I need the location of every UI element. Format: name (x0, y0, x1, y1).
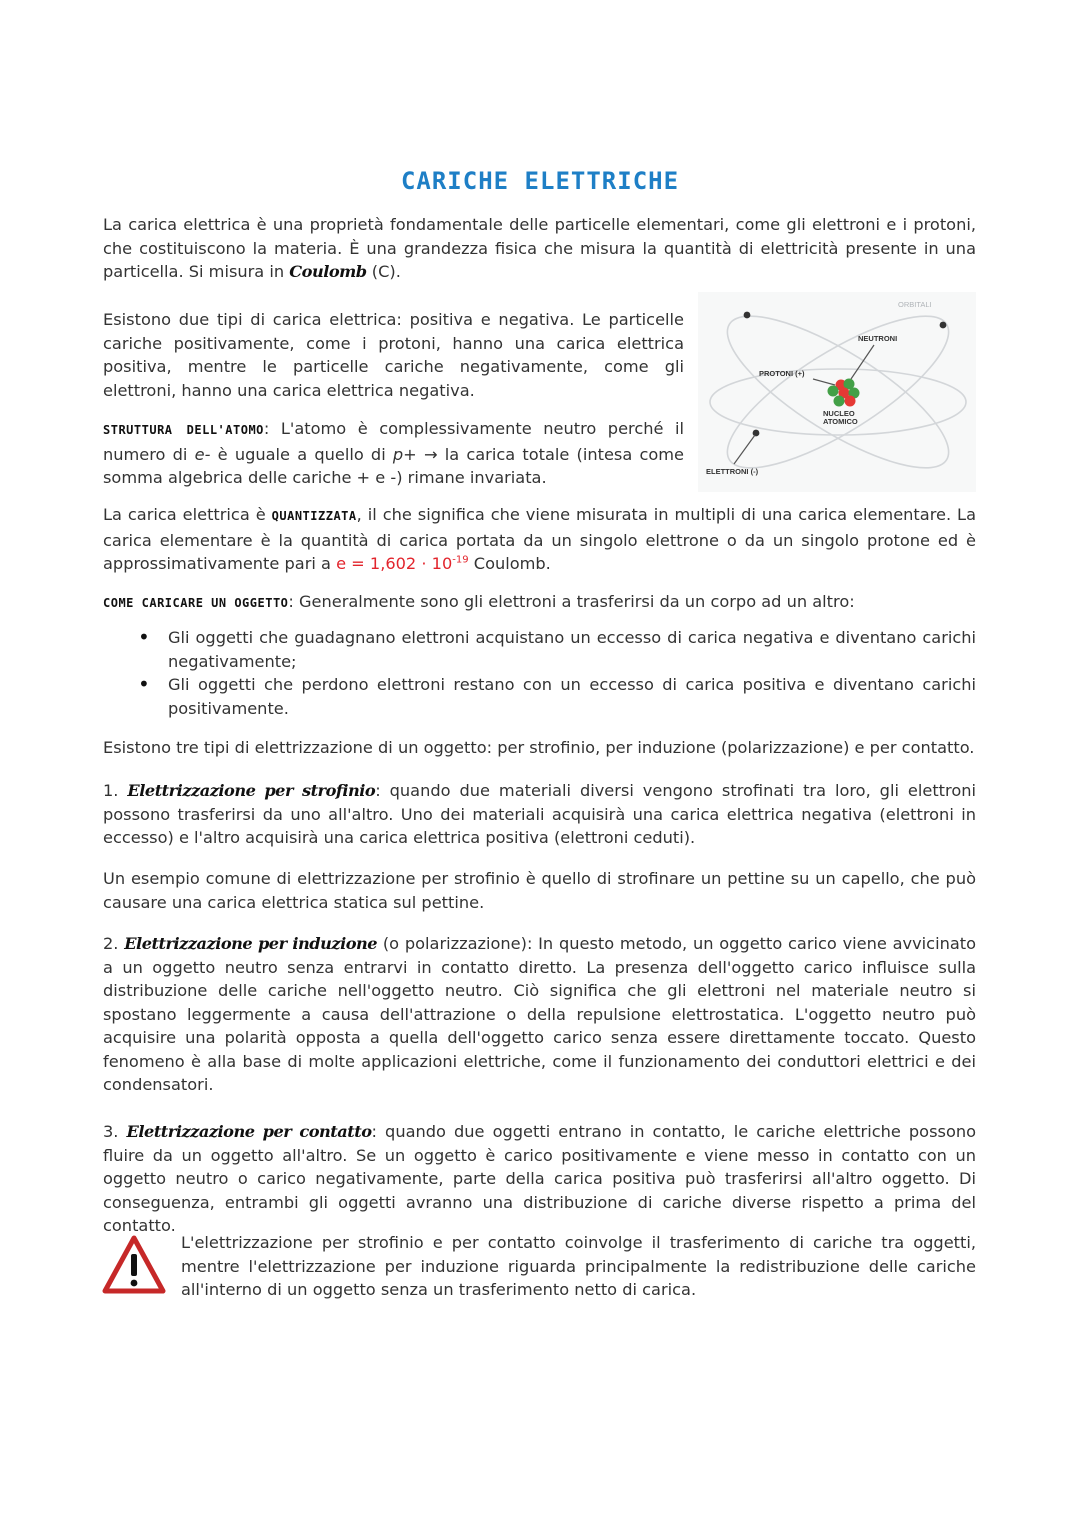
nucleus-label-line2: ATOMICO (823, 417, 858, 426)
atom-structure-text-c: → la carica totale (intesa come somma algebrica delle cariche + e -) rimane invariata. (103, 444, 684, 487)
contact-number: 3. (103, 1122, 127, 1141)
intro-text: La carica elettrica è una proprietà fondamentale delle particelle elementari, come gli elettroni e i protoni, che costituiscono la materia. È una grandezza fisica che misura la quantità di elettricità presente in una particella. Si misura in (103, 215, 976, 281)
warning-icon (101, 1234, 167, 1296)
atom-diagram-svg (698, 292, 976, 492)
charge-bullet-list (103, 626, 976, 720)
formula-exponent: -19 (452, 554, 469, 566)
warning-note: L'elettrizzazione per strofinio e per contatto coinvolge il trasferimento di cariche tra oggetti, mentre l'elettrizzazione per induzione riguarda principalmente la redistribuzione delle cariche all'interno di un oggetto senza un trasferimento netto di carica. (181, 1233, 976, 1299)
coulomb-label: Coulomb (289, 262, 367, 281)
atom-diagram (698, 292, 976, 492)
page-title: CARICHE ELETTRICHE (400, 167, 680, 195)
rubbing-number: 1. (103, 781, 128, 800)
induction-heading: Elettrizzazione per induzione (124, 934, 378, 953)
induction-number: 2. (103, 934, 125, 953)
list-item (103, 626, 976, 673)
quantized-text-c: Coulomb. (468, 554, 551, 573)
intro-paragraph (103, 213, 976, 284)
neutron-sphere (834, 396, 845, 407)
proton-sphere (845, 396, 856, 407)
contact-heading: Elettrizzazione per contatto (126, 1122, 372, 1141)
proton-symbol: p+ (392, 444, 417, 464)
induction-text: (o polarizzazione): In questo metodo, un oggetto carico viene avvicinato a un oggetto neutro senza entrarvi in contatto diretto. La presenza dell'oggetto carico influisce sulla distribuzione delle cariche nell'oggetto neutro. Ciò significa che gli elettroni nel materiale neutro si spostano leggermente a causa dell'attrazione o della repulsione elettrostatica. L'oggetto neutro può acquisire una polarità opposta a quella dell'oggetto carico senza essere direttamente toccato. Questo fenomeno è alla base di molte applicazioni elettriche, come il funzionamento dei conduttori elettrici e dei condensatori. (103, 934, 976, 1094)
orbitals-label: ORBITALI (898, 300, 932, 309)
rubbing-example-paragraph: Un esempio comune di elettrizzazione per strofinio è quello di strofinare un pettine su un capello, che può causare una carica elettrica statica sul pettine. (103, 869, 976, 912)
bullet-icon: • (138, 672, 150, 696)
contact-paragraph (103, 1120, 976, 1238)
atom-structure-text-a: : L'atomo è complessivamente neutro perché il numero di (103, 419, 684, 464)
list-item (103, 673, 976, 720)
protons-pointer-line (813, 379, 835, 385)
atom-structure-paragraph (103, 417, 684, 490)
nucleus-label-line1: NUCLEO (823, 409, 855, 418)
bullet-icon: • (138, 625, 150, 649)
rubbing-paragraph (103, 779, 976, 850)
electrons-label: ELETTRONI (-) (706, 467, 759, 476)
how-to-charge-text: : Generalmente sono gli elettroni a trasferirsi da un corpo ad un altro: (288, 592, 855, 611)
electron-dot (744, 312, 751, 319)
how-to-charge-paragraph (103, 590, 976, 616)
quantized-text-b: , il che significa che viene misurata in multipli di una carica elementare. La carica elementare è la quantità di carica portata da un singolo elettrone o da un singolo protone ed è approssimativamente pari a (103, 505, 976, 573)
neutrons-label: NEUTRONI (858, 334, 898, 343)
three-types-paragraph: Esistono tre tipi di elettrizzazione di un oggetto: per strofinio, per induzione (polarizzazione) e per contatto. (103, 738, 975, 757)
rubbing-heading: Elettrizzazione per strofinio (127, 781, 376, 800)
contact-text: : quando due oggetti entrano in contatto, le cariche elettriche possono fluire da un oggetto all'altro. Se un oggetto è carico positivamente e viene messo in contatto con un oggetto neutro o carico negativamente, parte della carica positiva può trasferirsi all'altro oggetto. Di conseguenza, entrambi gli oggetti avranno una distribuzione di cariche diverse rispetto a prima del contatto. (103, 1122, 977, 1235)
charge-types-paragraph: Esistono due tipi di carica elettrica: positiva e negativa. Le particelle cariche positivamente, come i protoni, hanno una carica elettrica positiva, mentre le particelle cariche negativamente, come gli elettroni, hanno una carica elettrica negativa. (103, 310, 684, 400)
electron-dot (753, 430, 760, 437)
bullet-text: Gli oggetti che perdono elettroni restano con un eccesso di carica positiva e diventano carichi positivamente. (168, 675, 976, 718)
rubbing-text: : quando due materiali diversi vengono strofinati tra loro, gli elettroni possono trasferirsi da uno all'altro. Uno dei materiali acquisirà una carica elettrica negativa (elettroni in eccesso) e l'altro acquisirà una carica elettrica positiva (elettroni ceduti). (103, 781, 976, 847)
formula-base: e = 1,602 · 10 (336, 554, 453, 573)
atomic-nucleus (828, 379, 860, 407)
intro-unit-symbol: (C). (366, 262, 401, 281)
elementary-charge-formula (336, 554, 469, 573)
atom-structure-text-b: è uguale a quello di (210, 444, 393, 464)
how-to-charge-label: COME CARICARE UN OGGETTO (103, 596, 289, 610)
neutrons-pointer-line (851, 345, 874, 379)
quantized-paragraph (103, 503, 976, 576)
protons-label: PROTONI (+) (759, 369, 805, 378)
bullet-text: Gli oggetti che guadagnano elettroni acquistano un eccesso di carica negativa e diventano carichi negativamente; (168, 628, 976, 671)
quantized-text-a: La carica elettrica è (103, 505, 272, 524)
induction-paragraph (103, 932, 976, 1097)
electrons-pointer-line (734, 435, 755, 464)
electron-symbol: e- (194, 444, 211, 464)
atom-structure-label: STRUTTURA DELL'ATOMO (103, 423, 264, 437)
quantized-label: QUANTIZZATA (271, 509, 357, 523)
neutron-sphere (828, 386, 839, 397)
electron-dot (940, 322, 947, 329)
